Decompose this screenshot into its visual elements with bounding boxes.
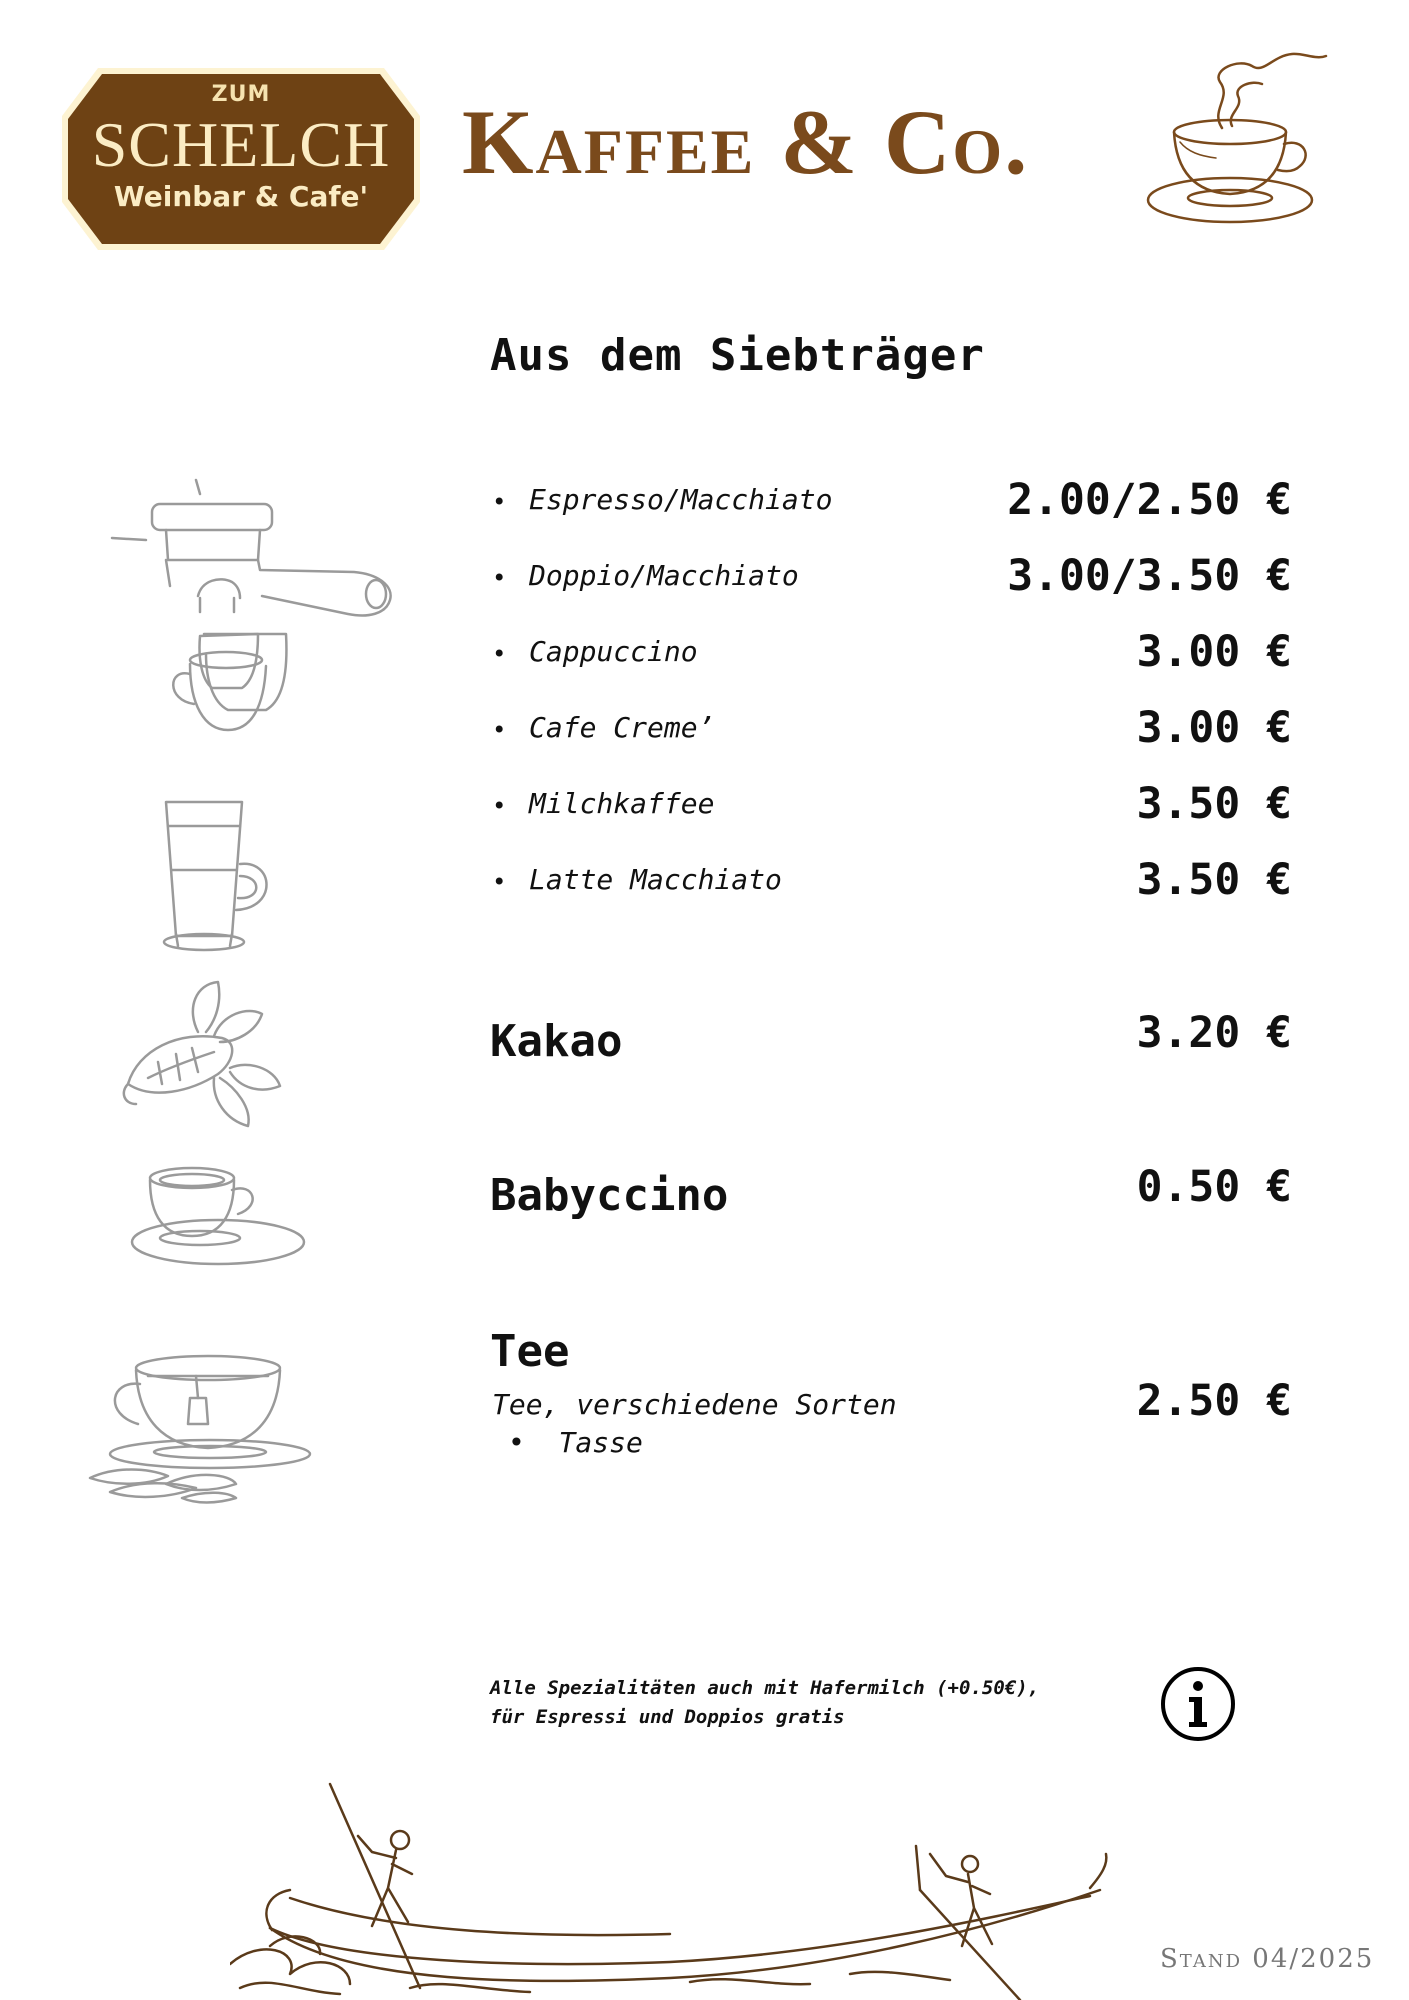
bullet: •	[492, 792, 507, 820]
menu-item	[492, 779, 1292, 844]
logo-top-text: ZUM	[211, 82, 271, 107]
menu-item-price: 3.00 €	[1136, 703, 1292, 753]
menu-item-price: 2.00/2.50 €	[1007, 475, 1292, 525]
page-title: Kaffee & Co.	[462, 91, 1030, 193]
logo	[58, 64, 424, 254]
bullet: •	[492, 488, 507, 516]
menu-item	[492, 627, 1292, 692]
menu-item	[492, 703, 1292, 768]
menu-item-price: 3.00/3.50 €	[1007, 551, 1292, 601]
menu-item-label: Milchkaffee	[529, 787, 715, 820]
menu-item-label: Doppio/Macchiato	[529, 559, 799, 592]
menu-item-label: Cafe Creme’	[529, 711, 715, 744]
menu-item	[492, 551, 1292, 616]
menu-item-name: Babyccino	[490, 1170, 729, 1221]
menu-item-description: Tee, verschiedene Sorten	[492, 1388, 897, 1421]
bullet: •	[508, 1426, 525, 1459]
espresso-cup-icon	[128, 1164, 308, 1274]
menu-item-price: 3.20 €	[1136, 1008, 1292, 1058]
menu-item-price: 2.50 €	[1136, 1376, 1292, 1426]
logo-name: SCHELCH	[91, 109, 391, 180]
menu-item-name: Kakao	[490, 1016, 623, 1067]
menu-item-variant	[508, 1426, 643, 1459]
bullet: •	[492, 716, 507, 744]
menu-item	[492, 475, 1292, 540]
menu-item-price: 3.50 €	[1136, 855, 1292, 905]
info-note	[490, 1674, 1039, 1732]
info-note-line: für Espressi und Doppios gratis	[490, 1706, 845, 1728]
coffee-cup-steam-icon	[1140, 52, 1340, 232]
menu-item-name: Tee	[490, 1326, 570, 1377]
cocoa-pod-icon	[118, 980, 286, 1130]
tea-cup-icon	[86, 1354, 318, 1504]
menu-item-price: 0.50 €	[1136, 1162, 1292, 1212]
bullet: •	[492, 868, 507, 896]
portafilter-icon	[108, 474, 408, 736]
bullet: •	[492, 564, 507, 592]
stand-date: Stand 04/2025	[1160, 1944, 1375, 1974]
menu-item-label: Cappuccino	[529, 635, 698, 668]
menu-item-label: Espresso/Macchiato	[529, 483, 833, 516]
menu-item-price: 3.00 €	[1136, 627, 1292, 677]
section-title: Aus dem Siebträger	[490, 330, 985, 381]
info-note-line: Alle Spezialitäten auch mit Hafermilch (+0.50€),	[490, 1677, 1040, 1699]
menu-item-variant-label: Tasse	[558, 1426, 643, 1459]
info-icon	[1160, 1666, 1236, 1742]
latte-glass-icon	[150, 790, 280, 960]
gondola-illustration	[230, 1778, 1110, 2000]
logo-subtitle: Weinbar & Cafe'	[113, 180, 369, 213]
menu-item-price: 3.50 €	[1136, 779, 1292, 829]
menu-item-label: Latte Macchiato	[529, 863, 782, 896]
bullet: •	[492, 640, 507, 668]
menu-item	[492, 855, 1292, 920]
